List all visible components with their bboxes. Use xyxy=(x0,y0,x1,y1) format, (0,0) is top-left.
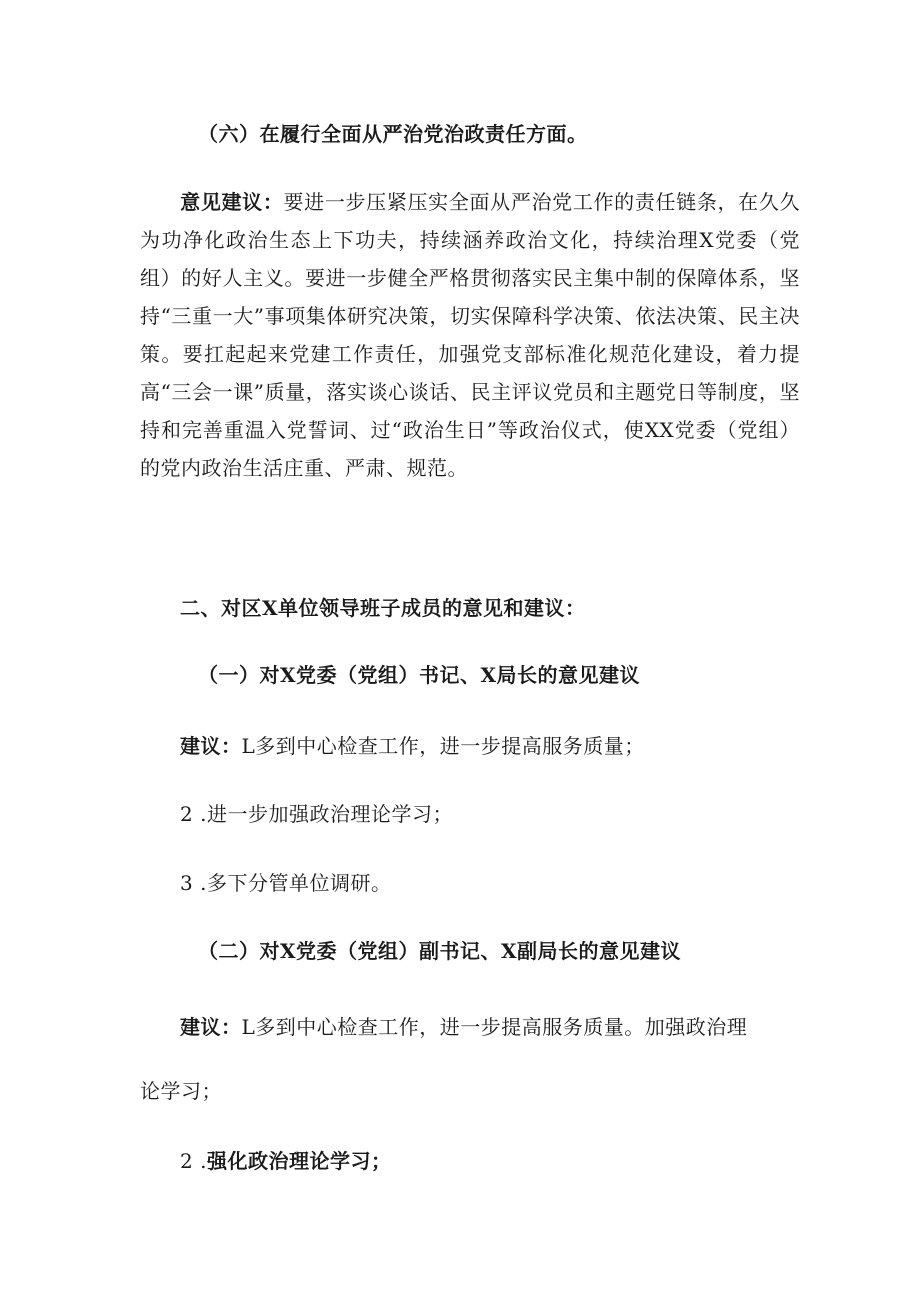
sub2-item2 xyxy=(180,1151,391,1171)
sub2-item2-text: 强化政治理论学习； xyxy=(206,1149,392,1173)
sub2-item1-line2: 论学习； xyxy=(140,1079,222,1103)
sub1-item1-text: L多到中心检查工作，进一步提高服务质量； xyxy=(241,734,645,758)
sub2-item1-line1 xyxy=(180,1017,747,1037)
sub2-heading: （二）对X党委（党组）副书记、X副局长的意见建议 xyxy=(198,939,682,963)
sub1-item1 xyxy=(180,736,645,756)
sub2-label: 建议： xyxy=(180,1015,242,1039)
sub1-heading: （一）对X党委（党组）书记、X局长的意见建议 xyxy=(198,663,641,687)
section-six-paragraph xyxy=(140,183,800,487)
section-six-heading: （六）在履行全面从严治党治政责任方面。 xyxy=(198,122,588,146)
sub2-item2-num: 2 . xyxy=(180,1149,207,1173)
suggestion-label: 意见建议： xyxy=(180,190,284,214)
sub1-label: 建议： xyxy=(180,734,242,758)
sub2-item1-text: L多到中心检查工作，进一步提高服务质量。加强政治理 xyxy=(241,1015,748,1039)
sub1-item3: 3 .多下分管单位调研。 xyxy=(180,871,392,895)
sub1-item2: 2 .进一步加强政治理论学习； xyxy=(180,802,453,826)
part-two-heading: 二、对区X单位领导班子成员的意见和建议： xyxy=(180,596,586,620)
suggestion-text: 要进一步压紧压实全面从严治党工作的责任链条，在久久为功净化政治生态上下功夫，持续涵养政治文化，持续治理X党委（党组）的好人主义。要进一步健全严格贯彻落实民主集中制的保障体系，坚持“三重一大”事项集体研究决策，切实保障科学决策、依法决策、民主决策。要扛起起来党建工作责任，加强党支部标准化规范化建设，着力提高“三会一课”质量，落实谈心谈话、民主评议党员和主题党日等制度，坚持和完善重温入党誓词、过“政治生日”等政治仪式，使XX党委（党组）的党内政治生活庄重、严肃、规范。 xyxy=(140,190,800,480)
